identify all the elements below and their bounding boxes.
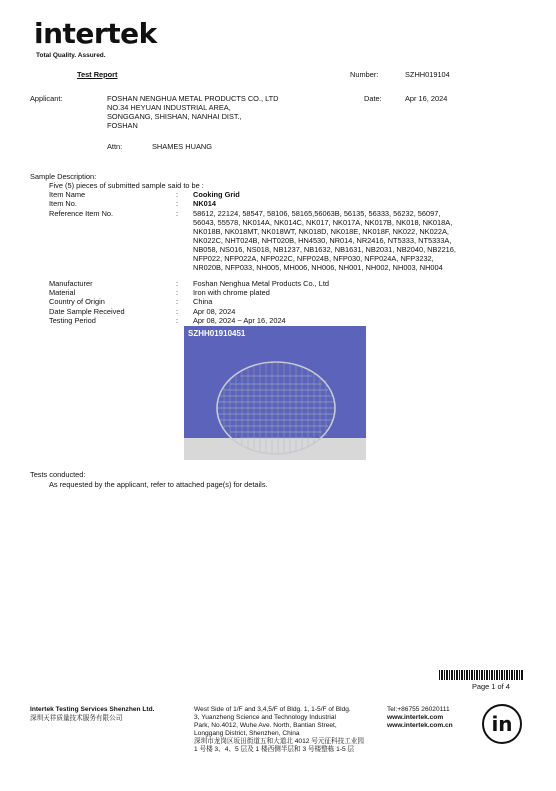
address-line: Park, No.4012, Wuhe Ave. North, Bantian Street, <box>194 722 337 729</box>
website-link[interactable]: www.intertek.com.cn <box>387 722 453 729</box>
item-no-value: NK014 <box>193 199 217 208</box>
country-value: China <box>193 297 213 306</box>
tests-label: Tests conducted: <box>30 470 86 479</box>
reference-line: NK018B, NK018MT, NK018WT, NK018D, NK018E, NK018F, NK022, NK022A, <box>193 227 449 236</box>
address-line: NO.34 HEYUAN INDUSTRIAL AREA, <box>107 103 231 112</box>
sample-description-label: Sample Description: <box>30 172 97 181</box>
photo-label: SZHH01910451 <box>188 329 246 338</box>
company-name-en: Intertek Testing Services Shenzhen Ltd. <box>30 706 155 713</box>
intertek-logo: intertek <box>34 17 157 50</box>
applicant-label: Applicant: <box>30 94 63 103</box>
report-title: Test Report <box>77 70 118 79</box>
reference-line: 56043, 55578, NK014A, NK014C, NK017, NK017A, NK017B, NK018, NK018A, <box>193 218 453 227</box>
colon: : <box>176 288 179 297</box>
address-line: Longgang District, Shenzhen, China <box>194 730 300 737</box>
address-line: FOSHAN NENGHUA METAL PRODUCTS CO., LTD <box>107 94 279 103</box>
testing-period-value: Apr 08, 2024 ~ Apr 16, 2024 <box>193 316 286 325</box>
colon: : <box>176 307 179 316</box>
reference-line: NFP022, NFP022A, NFP022C, NFP024B, NFP030, NFP024A, NFP3232, <box>193 254 434 263</box>
reference-list <box>193 209 456 272</box>
address-line: SONGGANG, SHISHAN, NANHAI DIST., <box>107 112 242 121</box>
field-label: Item No. <box>49 199 77 208</box>
colon: : <box>176 279 179 288</box>
date-label: Date: <box>364 94 382 103</box>
reference-label: Reference Item No. <box>49 209 114 218</box>
number-value: SZHH019104 <box>405 70 450 79</box>
reference-line: NK022C, NHT024B, NHT020B, HN4530, NR014, NR2416, NT5333, NT5333A, <box>193 236 452 245</box>
field-label: Item Name <box>49 190 86 199</box>
intertek-mark-icon <box>482 704 522 744</box>
tel: Tel:+86755 26020111 <box>387 706 450 713</box>
tagline: Total Quality. Assured. <box>36 52 106 59</box>
mark-text: in <box>491 712 513 736</box>
barcode <box>439 670 523 680</box>
company-name-cn: 深圳天祥质量技术服务有限公司 <box>30 715 123 722</box>
reference-line: NB058, NS016, NS018, NB1237, NB1632, NB1631, NB2031, NB2040, NB2216, <box>193 245 456 254</box>
address-line: 3, Yuanzheng Science and Technology Industrial <box>194 714 336 721</box>
colon: : <box>176 316 179 325</box>
address-line: 深圳市龙岗区坂田街道五和大道北 4012 号元征科技工业园 <box>194 738 364 745</box>
footer-address <box>194 706 364 754</box>
number-label: Number: <box>350 70 379 79</box>
colon: : <box>176 297 179 306</box>
detail-label: Country of Origin <box>49 297 105 306</box>
attn-label: Attn: <box>107 142 123 151</box>
tests-text: As requested by the applicant, refer to attached page(s) for details. <box>49 480 268 489</box>
reference-line: NR020B, NFP033, NH005, MH006, NH006, NH001, NH002, NH003, NH004 <box>193 263 443 272</box>
address-line: FOSHAN <box>107 121 138 130</box>
website-link[interactable]: www.intertek.com <box>387 714 444 721</box>
page-number: Page 1 of 4 <box>472 682 510 691</box>
sample-intro: Five (5) pieces of submitted sample said to be : <box>49 181 204 190</box>
detail-label: Testing Period <box>49 316 96 325</box>
manufacturer-value: Foshan Nenghua Metal Products Co., Ltd <box>193 279 329 288</box>
cooking-grid-image <box>184 326 366 460</box>
item-name-value: Cooking Grid <box>193 190 240 199</box>
sample-photo <box>184 326 366 460</box>
colon: : <box>176 199 179 208</box>
address-line: 1 号楼 3、4、5 层及 1 楼西侧半层和 3 号楼整栋 1-5 层 <box>194 746 355 753</box>
address-line: West Side of 1/F and 3,4,5/F of Bldg. 1, 1-5/F of Bldg. <box>194 706 351 713</box>
date-value: Apr 16, 2024 <box>405 94 448 103</box>
material-value: Iron with chrome plated <box>193 288 270 297</box>
detail-label: Date Sample Received <box>49 307 125 316</box>
footer-contact <box>387 706 453 730</box>
detail-label: Material <box>49 288 76 297</box>
applicant-address <box>107 94 279 130</box>
date-received-value: Apr 08, 2024 <box>193 307 236 316</box>
attn-value: SHAMES HUANG <box>152 142 212 151</box>
reference-line: 58612, 22124, 58547, 58106, 58165,56063B, 56135, 56333, 56232, 56097, <box>193 209 441 218</box>
detail-label: Manufacturer <box>49 279 93 288</box>
colon: : <box>176 190 179 199</box>
colon: : <box>176 209 179 218</box>
